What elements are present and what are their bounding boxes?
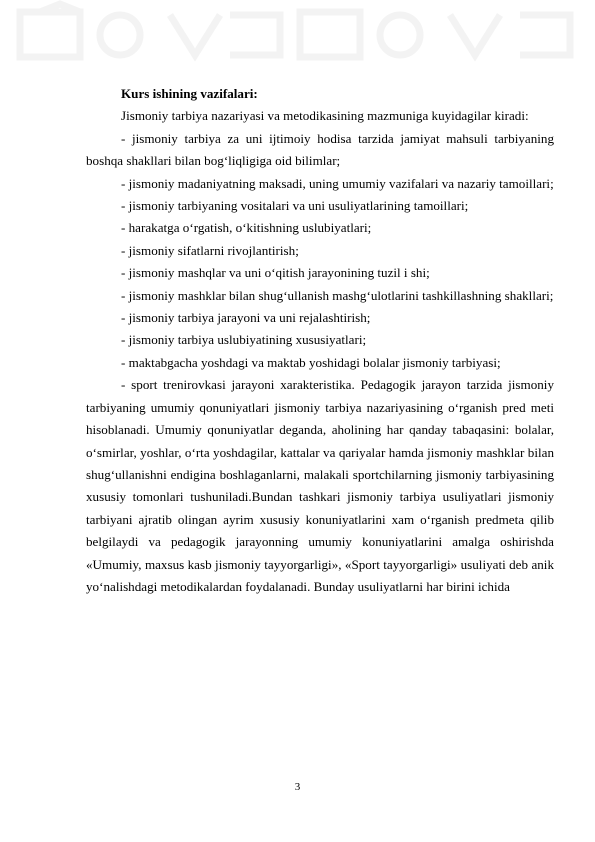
list-item-paragraph: - sport trenirovkasi jarayoni xarakteristika. Pedagogik jarayon tarzida jismoniy tarbiyaning umumiy qonuniyatlari jismoniy tarbiya nazariyasining o‘rganish pred meti hisoblanadi. Umumiy qonuniyatlar deganda, aholining har qanday tabaqasini: bolalar, o‘smirlar, yoshlar, o‘rta yoshdagilar, kattalar va qariyalar hamda jismoniy mashklar bilan shug‘ullanishni endigina boshlaganlarni, malakali sportchilarning jismoniy tarbiyasining xususiy tomonlari tushuniladi.Bundan tashkari jismoniy tarbiya usuliyatlari jismoniy tarbiyani ajratib olingan ayrim xususiy konuniyatlarini xam o‘rganish predmeta qilib belgilaydi va pedagogik jarayonning umumiy konuniyatlarini amalga oshirishda «Umumiy, maxsus kasb jismoniy tayyorgarligi», «Sport tayyorgarligi» usuliyati deb anik yo‘nalishdagi metodikalardan foydalanadi. Bunday usuliyatlarni har birini ichida: [86, 377, 554, 594]
list-item: - jismoniy madaniyatning maksadi, uning umumiy vazifalari va nazariy tamoillari;: [121, 175, 554, 191]
page-number: 3: [294, 781, 301, 793]
list-item: - harakatga o‘rgatish, o‘kitishning uslubiyatlari;: [121, 220, 372, 236]
list-item: - jismoniy tarbiya za uni ijtimoiy hodisa tarzida jamiyat mahsuli tarbiyaning boshqa shakllari bilan bog‘liqligiga oid bilimlar;: [86, 130, 554, 169]
document-body: [86, 83, 554, 598]
list-item: - jismoniy tarbiyaning vositalari va uni usuliyatlarining tamoillari;: [121, 198, 469, 214]
list-item: - jismoniy mashqlar va uni o‘qitish jarayonining tuzil i shi;: [121, 265, 430, 281]
list-item: - maktabgacha yoshdagi va maktab yoshidagi bolalar jismoniy tarbiyasi;: [121, 354, 501, 370]
list-item: - jismoniy sifatlarni rivojlantirish;: [121, 242, 299, 258]
list-item: - jismoniy tarbiya jarayoni va uni rejalashtirish;: [121, 310, 371, 326]
section-heading: Kurs ishining vazifalari:: [121, 86, 258, 101]
paragraph: Jismoniy tarbiya nazariyasi va metodikasining mazmuniga kuyidagilar kiradi:: [121, 108, 529, 124]
list-item: - jismoniy mashklar bilan shug‘ullanish mashg‘ulotlarini tashkillashning shakllari;: [121, 287, 554, 303]
list-item: - jismoniy tarbiya uslubiyatining xususiyatlari;: [121, 332, 367, 348]
